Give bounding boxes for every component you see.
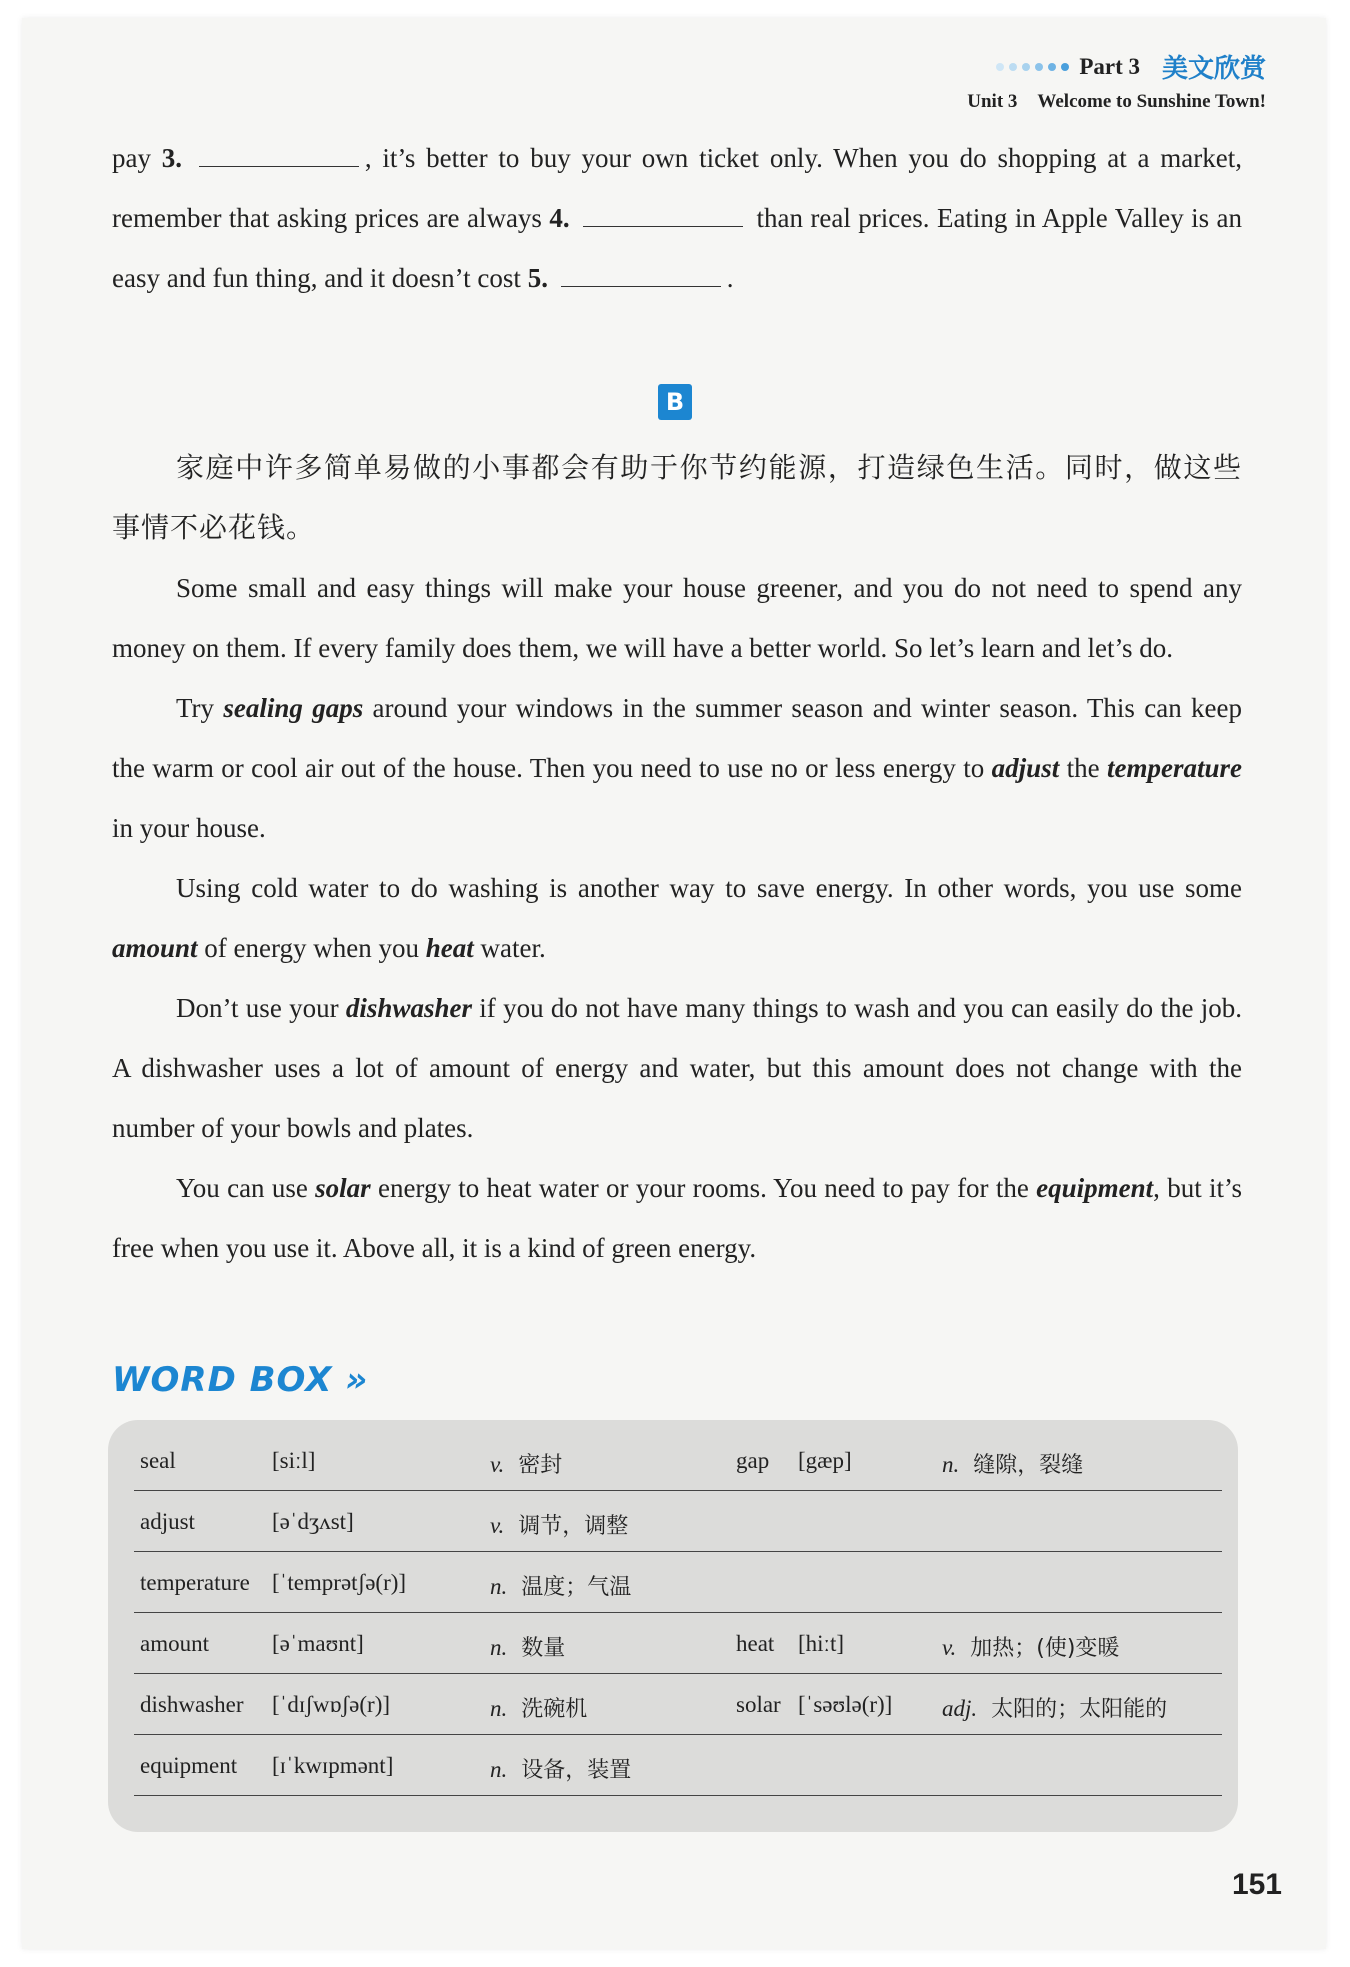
blank-number-3: 3. [161, 143, 183, 173]
text-fragment: Using cold water to do washing is another way to save energy. In other words, you use some [176, 873, 1242, 903]
word-box-row [134, 1491, 1222, 1552]
vocab-word: temperature [140, 1570, 250, 1595]
paragraph-5 [112, 1158, 1242, 1278]
vocab-definition [942, 1448, 1083, 1479]
text-fragment: around your windows in the summer season and winter season. This can keep the warm or cool air out of the house. Then you need to use no or less energy to [112, 693, 1242, 783]
paragraph-1: Some small and easy things will make your house greener, and you do not need to spend any money on them. If every family does them, we will have a better world. So let’s learn and let’s do. [112, 573, 1242, 663]
keyword-equipment: equipment [1036, 1173, 1154, 1203]
vocab-definition [490, 1753, 631, 1784]
definition-chinese: 加热；(使)变暖 [970, 1636, 1120, 1661]
definition-chinese: 密封 [518, 1453, 563, 1478]
part-of-speech: n. [942, 1452, 960, 1477]
vocab-definition [490, 1570, 631, 1601]
decorative-dots [996, 63, 1069, 71]
blank-number-4: 4. [549, 203, 570, 233]
text-fragment: , but it’s free when you use it. Above all, it is a kind of green energy. [112, 1173, 1243, 1263]
blank-number-5: 5. [527, 263, 548, 293]
part-of-speech: v. [490, 1452, 505, 1477]
definition-chinese: 调节，调整 [518, 1514, 629, 1539]
text-fragment: than real prices. Eating in Apple Valley is an easy and fun thing, and it doesn’t cost [112, 203, 1243, 293]
answer-blank-5[interactable] [561, 264, 721, 287]
text-fragment: Don’t use your [176, 993, 339, 1023]
vocab-pronunciation: [ˈtemprətʃə(r)] [272, 1570, 407, 1595]
vocab-word: dishwasher [140, 1692, 244, 1717]
keyword-solar: solar [315, 1173, 371, 1203]
vocab-word: heat [736, 1631, 775, 1656]
vocab-pronunciation: [əˈdʒʌst] [272, 1509, 354, 1534]
paragraph-4 [112, 978, 1242, 1158]
text-fragment: of energy when you [204, 933, 419, 963]
word-box-row [134, 1430, 1222, 1491]
section-a-paragraph [112, 128, 1242, 308]
part-of-speech: adj. [942, 1696, 978, 1721]
definition-chinese: 缝隙，裂缝 [973, 1453, 1084, 1478]
text-fragment: if you do not have many things to wash and you can easily do the job. A dishwasher uses a lot of amount of energy and water, but this amount does not change with the number of your bowls and plates. [112, 993, 1243, 1143]
keyword-sealing-gaps: sealing gaps [223, 693, 364, 723]
text-fragment: in your house. [112, 813, 266, 843]
section-b-badge: B [658, 384, 692, 420]
vocab-word: amount [140, 1631, 209, 1656]
unit-title: Welcome to Sunshine Town! [1037, 91, 1266, 112]
keyword-amount: amount [112, 933, 198, 963]
definition-chinese: 洗碗机 [521, 1697, 588, 1722]
vocab-pronunciation: [əˈmaʊnt] [272, 1631, 364, 1656]
paragraph-3 [112, 858, 1242, 978]
part-of-speech: v. [942, 1635, 957, 1660]
vocab-word: solar [736, 1692, 781, 1717]
answer-blank-4[interactable] [583, 204, 743, 227]
vocab-definition [490, 1692, 587, 1723]
word-box [108, 1420, 1238, 1832]
definition-chinese: 数量 [521, 1636, 566, 1661]
text-fragment: pay [112, 143, 151, 173]
definition-chinese: 温度；气温 [521, 1575, 632, 1600]
vocab-pronunciation: [hiːt] [798, 1631, 844, 1656]
section-a-text [112, 128, 1242, 308]
word-box-row [134, 1674, 1222, 1735]
text-fragment: water. [480, 933, 546, 963]
unit-line [967, 91, 1266, 113]
part-of-speech: n. [490, 1696, 508, 1721]
text-fragment: , it’s better to buy your own ticket only. When you do shopping at a market, remember that asking prices are always [112, 143, 1243, 233]
vocab-definition [490, 1509, 628, 1540]
vocab-definition [942, 1631, 1119, 1662]
dot-icon [1009, 63, 1017, 71]
keyword-adjust: adjust [991, 753, 1060, 783]
definition-chinese: 设备，装置 [521, 1758, 632, 1783]
chinese-intro: 家庭中许多简单易做的小事都会有助于你节约能源，打造绿色生活。同时，做这些事情不必花钱。 [112, 451, 1242, 544]
unit-number: Unit 3 [967, 91, 1018, 112]
vocab-word: gap [736, 1448, 770, 1473]
text-fragment: Try [176, 693, 215, 723]
part-chinese-title: 美文欣赏 [1161, 54, 1266, 84]
text-fragment: You can use [176, 1173, 308, 1203]
dot-icon [1035, 63, 1043, 71]
definition-chinese: 太阳的；太阳能的 [991, 1697, 1168, 1722]
part-of-speech: v. [490, 1513, 505, 1538]
page-number: 151 [1231, 1868, 1282, 1901]
keyword-heat: heat [425, 933, 474, 963]
part-of-speech: n. [490, 1574, 508, 1599]
text-fragment: energy to heat water or your rooms. You need to pay for the [377, 1173, 1029, 1203]
word-box-row [134, 1735, 1222, 1796]
word-box-row [134, 1613, 1222, 1674]
dot-icon [1061, 63, 1069, 71]
vocab-word: equipment [140, 1753, 238, 1778]
word-box-row [134, 1552, 1222, 1613]
keyword-temperature: temperature [1107, 753, 1243, 783]
text-fragment: the [1066, 753, 1100, 783]
vocab-pronunciation: [ɪˈkwɪpmənt] [272, 1753, 394, 1778]
answer-blank-3[interactable] [199, 144, 359, 167]
vocab-definition [490, 1631, 565, 1662]
part-of-speech: n. [490, 1757, 508, 1782]
page-header [967, 48, 1266, 113]
vocab-pronunciation: [gæp] [798, 1448, 852, 1473]
vocab-definition [490, 1448, 562, 1479]
vocab-pronunciation: [siːl] [272, 1448, 316, 1473]
word-box-title: WORD BOX » [112, 1360, 369, 1400]
vocab-pronunciation: [ˈdɪʃwɒʃə(r)] [272, 1692, 391, 1717]
vocab-definition [942, 1692, 1167, 1723]
part-of-speech: n. [490, 1635, 508, 1660]
dot-icon [1048, 63, 1056, 71]
part-label: Part 3 [1079, 53, 1140, 79]
dot-icon [1022, 63, 1030, 71]
dot-icon [996, 63, 1004, 71]
text-fragment: . [726, 263, 734, 293]
keyword-dishwasher: dishwasher [345, 993, 472, 1023]
vocab-pronunciation: [ˈsəʊlə(r)] [798, 1692, 893, 1717]
section-b-text [112, 438, 1242, 1278]
vocab-word: seal [140, 1448, 176, 1473]
vocab-word: adjust [140, 1509, 195, 1534]
paragraph-2 [112, 678, 1242, 858]
